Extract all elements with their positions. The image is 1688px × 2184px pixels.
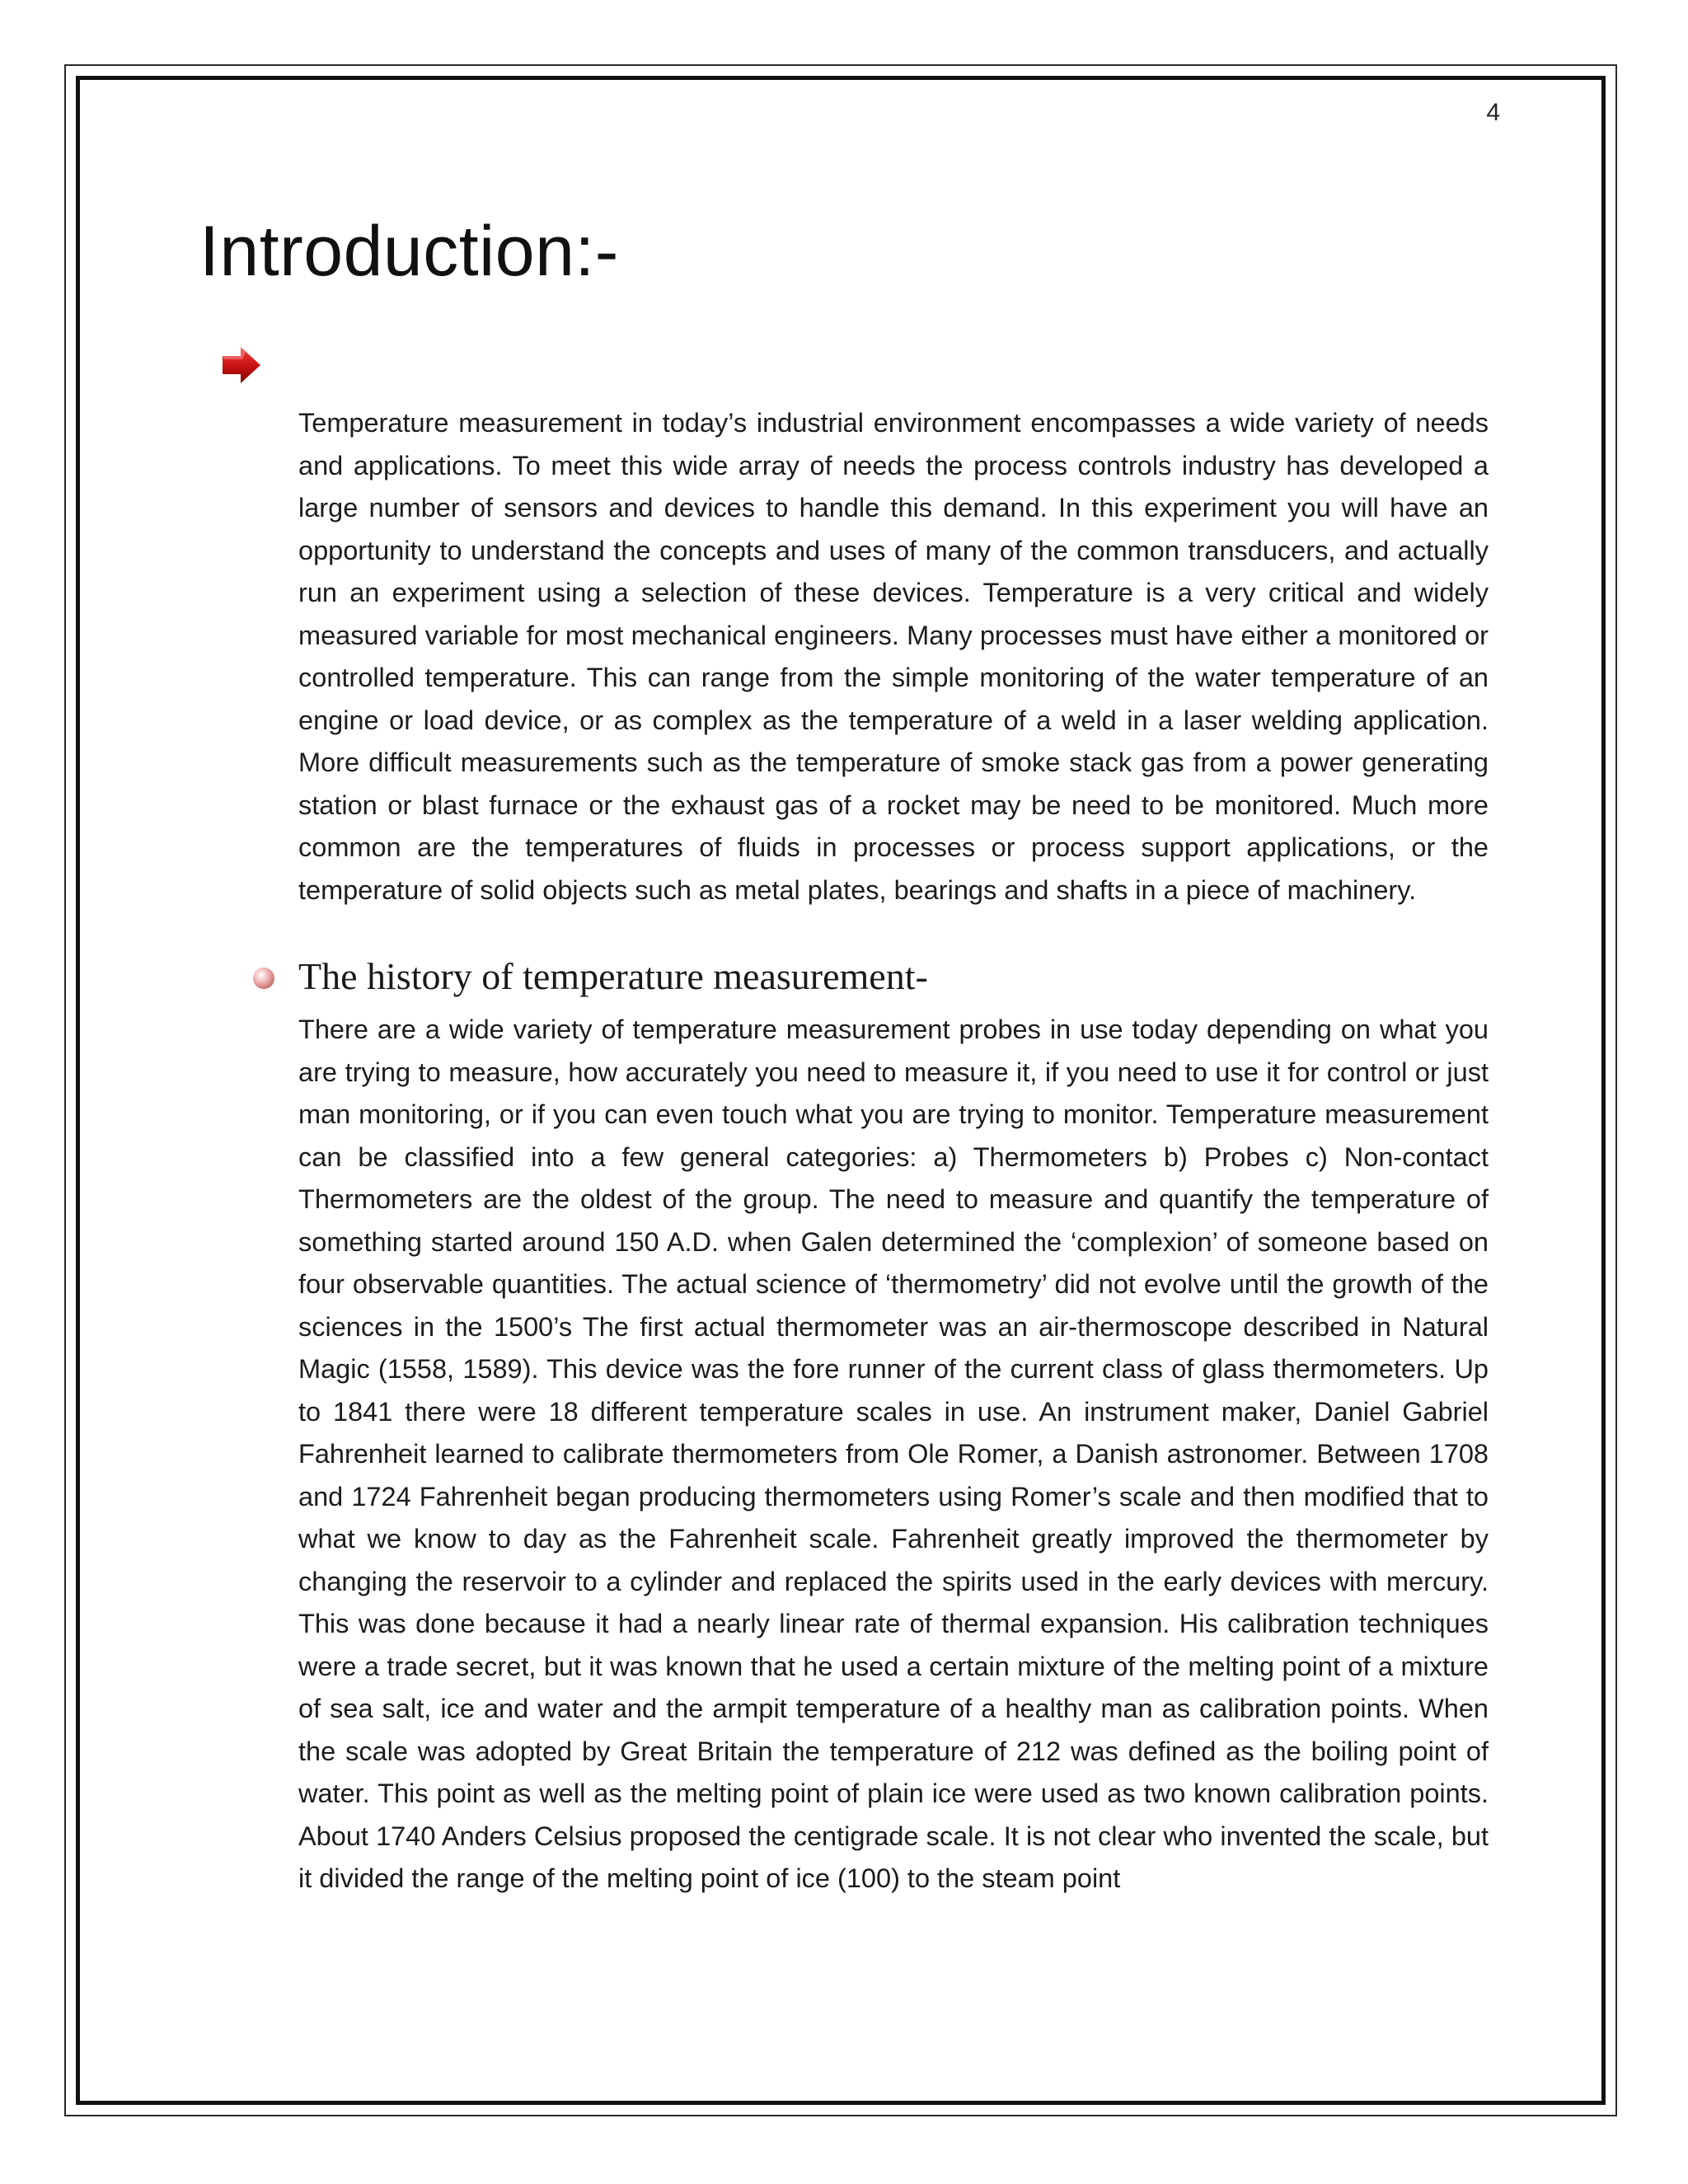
history-paragraph: There are a wide variety of temperature measurement probes in use today depending on what you are trying to measure, how accurately you need to measure it, if you need to use it for control or just man monitoring, or if you can even touch what you are trying to monitor. Temperature measurement can be classified into a few general categories: a) Thermometers b) Probes c) Non-contact Thermometers are the oldest of the group. The need to measure and quantify the temperature of something started around 150 A.D. when Galen determined the ‘complexion’ of someone based on four observable quantities. The actual science of ‘thermometry’ did not evolve until the growth of the sciences in the 1500’s The first actual thermometer was an air-thermoscope described in Natural Magic (1558, 1589). This device was the fore runner of the current class of glass thermometers. Up to 1841 there were 18 different temperature scales in use. An instrument maker, Daniel Gabriel Fahrenheit learned to calibrate thermometers from Ole Romer, a Danish astronomer. Between 1708 and 1724 Fahrenheit began producing thermometers using Romer’s scale and then modified that to what we know to day as the Fahrenheit scale. Fahrenheit greatly improved the thermometer by changing the reservoir to a cylinder and replaced the spirits used in the early devices with mercury. This was done because it had a nearly linear rate of thermal expansion. His calibration techniques were a trade secret, but it was known that he used a certain mixture of the melting point of a mixture of sea salt, ice and water and the armpit temperature of a healthy man as calibration points. When the scale was adopted by Great Britain the temperature of 212 was defined as the boiling point of water. This point as well as the melting point of plain ice were used as two known calibration points. About 1740 Anders Celsius proposed the centigrade scale. It is not clear who invented the scale, but it divided the range of the melting point of ice (100) to the steam point [298, 1015, 1489, 1893]
history-heading: The history of temperature measurement- [298, 955, 928, 997]
red-arrow-icon [221, 344, 262, 386]
pink-bullet-icon [251, 966, 276, 991]
page-number: 4 [1486, 99, 1500, 126]
page-title: Introduction:- [199, 212, 619, 291]
intro-paragraph: Temperature measurement in today’s industrial environment encompasses a wide variety of needs and applications. To meet this wide array of needs the process controls industry has developed a large number of sensors and devices to handle this demand. In this experiment you will have an opportunity to understand the concepts and uses of many of the common transducers, and actually run an experiment using a selection of these devices. Temperature is a very critical and widely measured variable for most mechanical engineers. Many processes must have either a monitored or controlled temperature. This can range from the simple monitoring of the water temperature of an engine or load device, or as complex as the temperature of a weld in a laser welding application. More difficult measurements such as the temperature of smoke stack gas from a power generating station or blast furnace or the exhaust gas of a rocket may be need to be monitored. Much more common are the temperatures of fluids in processes or process support applications, or the temperature of solid objects such as metal plates, bearings and shafts in a piece of machinery. [298, 408, 1489, 905]
